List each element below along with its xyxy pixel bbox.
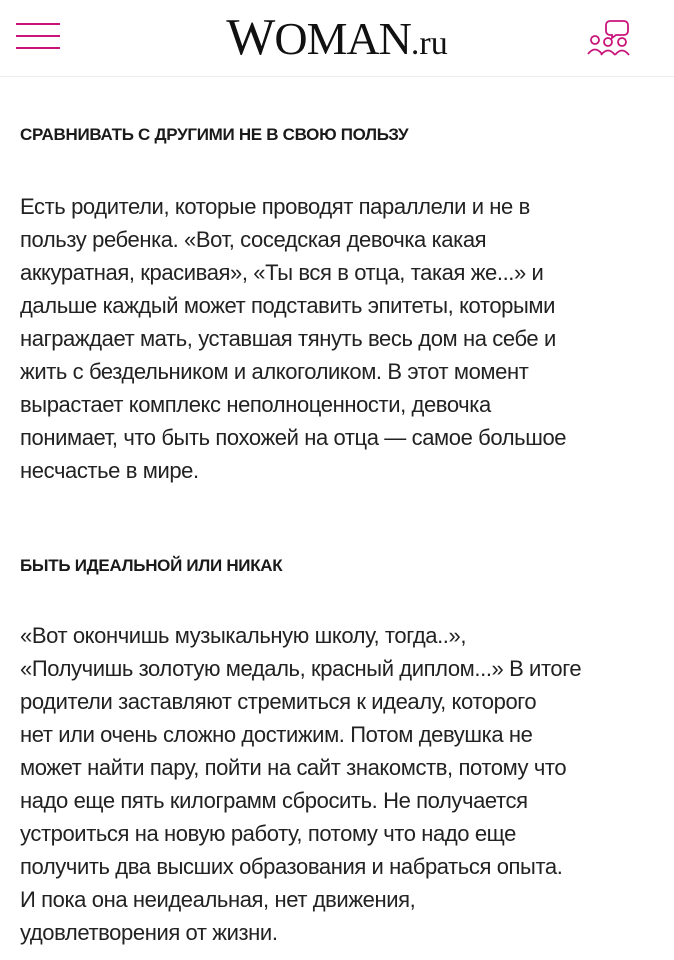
paragraph-line: родители заставляют стремиться к идеалу, которого bbox=[20, 689, 537, 714]
logo-wordmark: OMAN bbox=[274, 13, 411, 64]
site-header bbox=[0, 0, 674, 77]
section-title: СРАВНИВАТЬ С ДРУГИМИ НЕ В СВОЮ ПОЛЬЗУ bbox=[20, 125, 409, 144]
paragraph-line: Есть родители, которые проводят параллели и не в bbox=[20, 194, 530, 219]
paragraph-line: несчастье в мире. bbox=[20, 458, 199, 483]
paragraph-line: надо еще пять килограмм сбросить. Не получается bbox=[20, 788, 528, 813]
section-paragraph bbox=[20, 619, 660, 949]
paragraph-line: получить два высших образования и набраться опыта. bbox=[20, 854, 563, 879]
community-people-icon bbox=[586, 18, 634, 58]
paragraph-line: награждает мать, уставшая тянуть весь дом на себе и bbox=[20, 326, 556, 351]
paragraph-line: может найти пару, пойти на сайт знакомств, потому что bbox=[20, 755, 567, 780]
paragraph-line: «Вот окончишь музыкальную школу, тогда..», bbox=[20, 623, 467, 648]
paragraph-line: удовлетворения от жизни. bbox=[20, 920, 278, 945]
paragraph-line: дальше каждый может подставить эпитеты, которыми bbox=[20, 293, 556, 318]
logo-domain: .ru bbox=[410, 25, 448, 62]
paragraph-line: понимает, что быть похожей на отца — самое большое bbox=[20, 425, 567, 450]
paragraph-line: пользу ребенка. «Вот, соседская девочка какая bbox=[20, 227, 487, 252]
logo-initial: W bbox=[226, 9, 275, 66]
site-logo[interactable] bbox=[0, 10, 674, 72]
paragraph-line: аккуратная, красивая», «Ты вся в отца, такая же...» и bbox=[20, 260, 544, 285]
paragraph-line: жить с бездельником и алкоголиком. В этот момент bbox=[20, 359, 529, 384]
section-title: БЫТЬ ИДЕАЛЬНОЙ ИЛИ НИКАК bbox=[20, 556, 283, 575]
section-paragraph bbox=[20, 190, 656, 487]
community-button[interactable] bbox=[586, 18, 634, 58]
paragraph-line: устроиться на новую работу, потому что надо еще bbox=[20, 821, 516, 846]
paragraph-line: нет или очень сложно достижим. Потом девушка не bbox=[20, 722, 533, 747]
paragraph-line: И пока она неидеальная, нет движения, bbox=[20, 887, 416, 912]
paragraph-line: «Получишь золотую медаль, красный диплом...» В итоге bbox=[20, 656, 582, 681]
paragraph-line: вырастает комплекс неполноценности, девочка bbox=[20, 392, 491, 417]
